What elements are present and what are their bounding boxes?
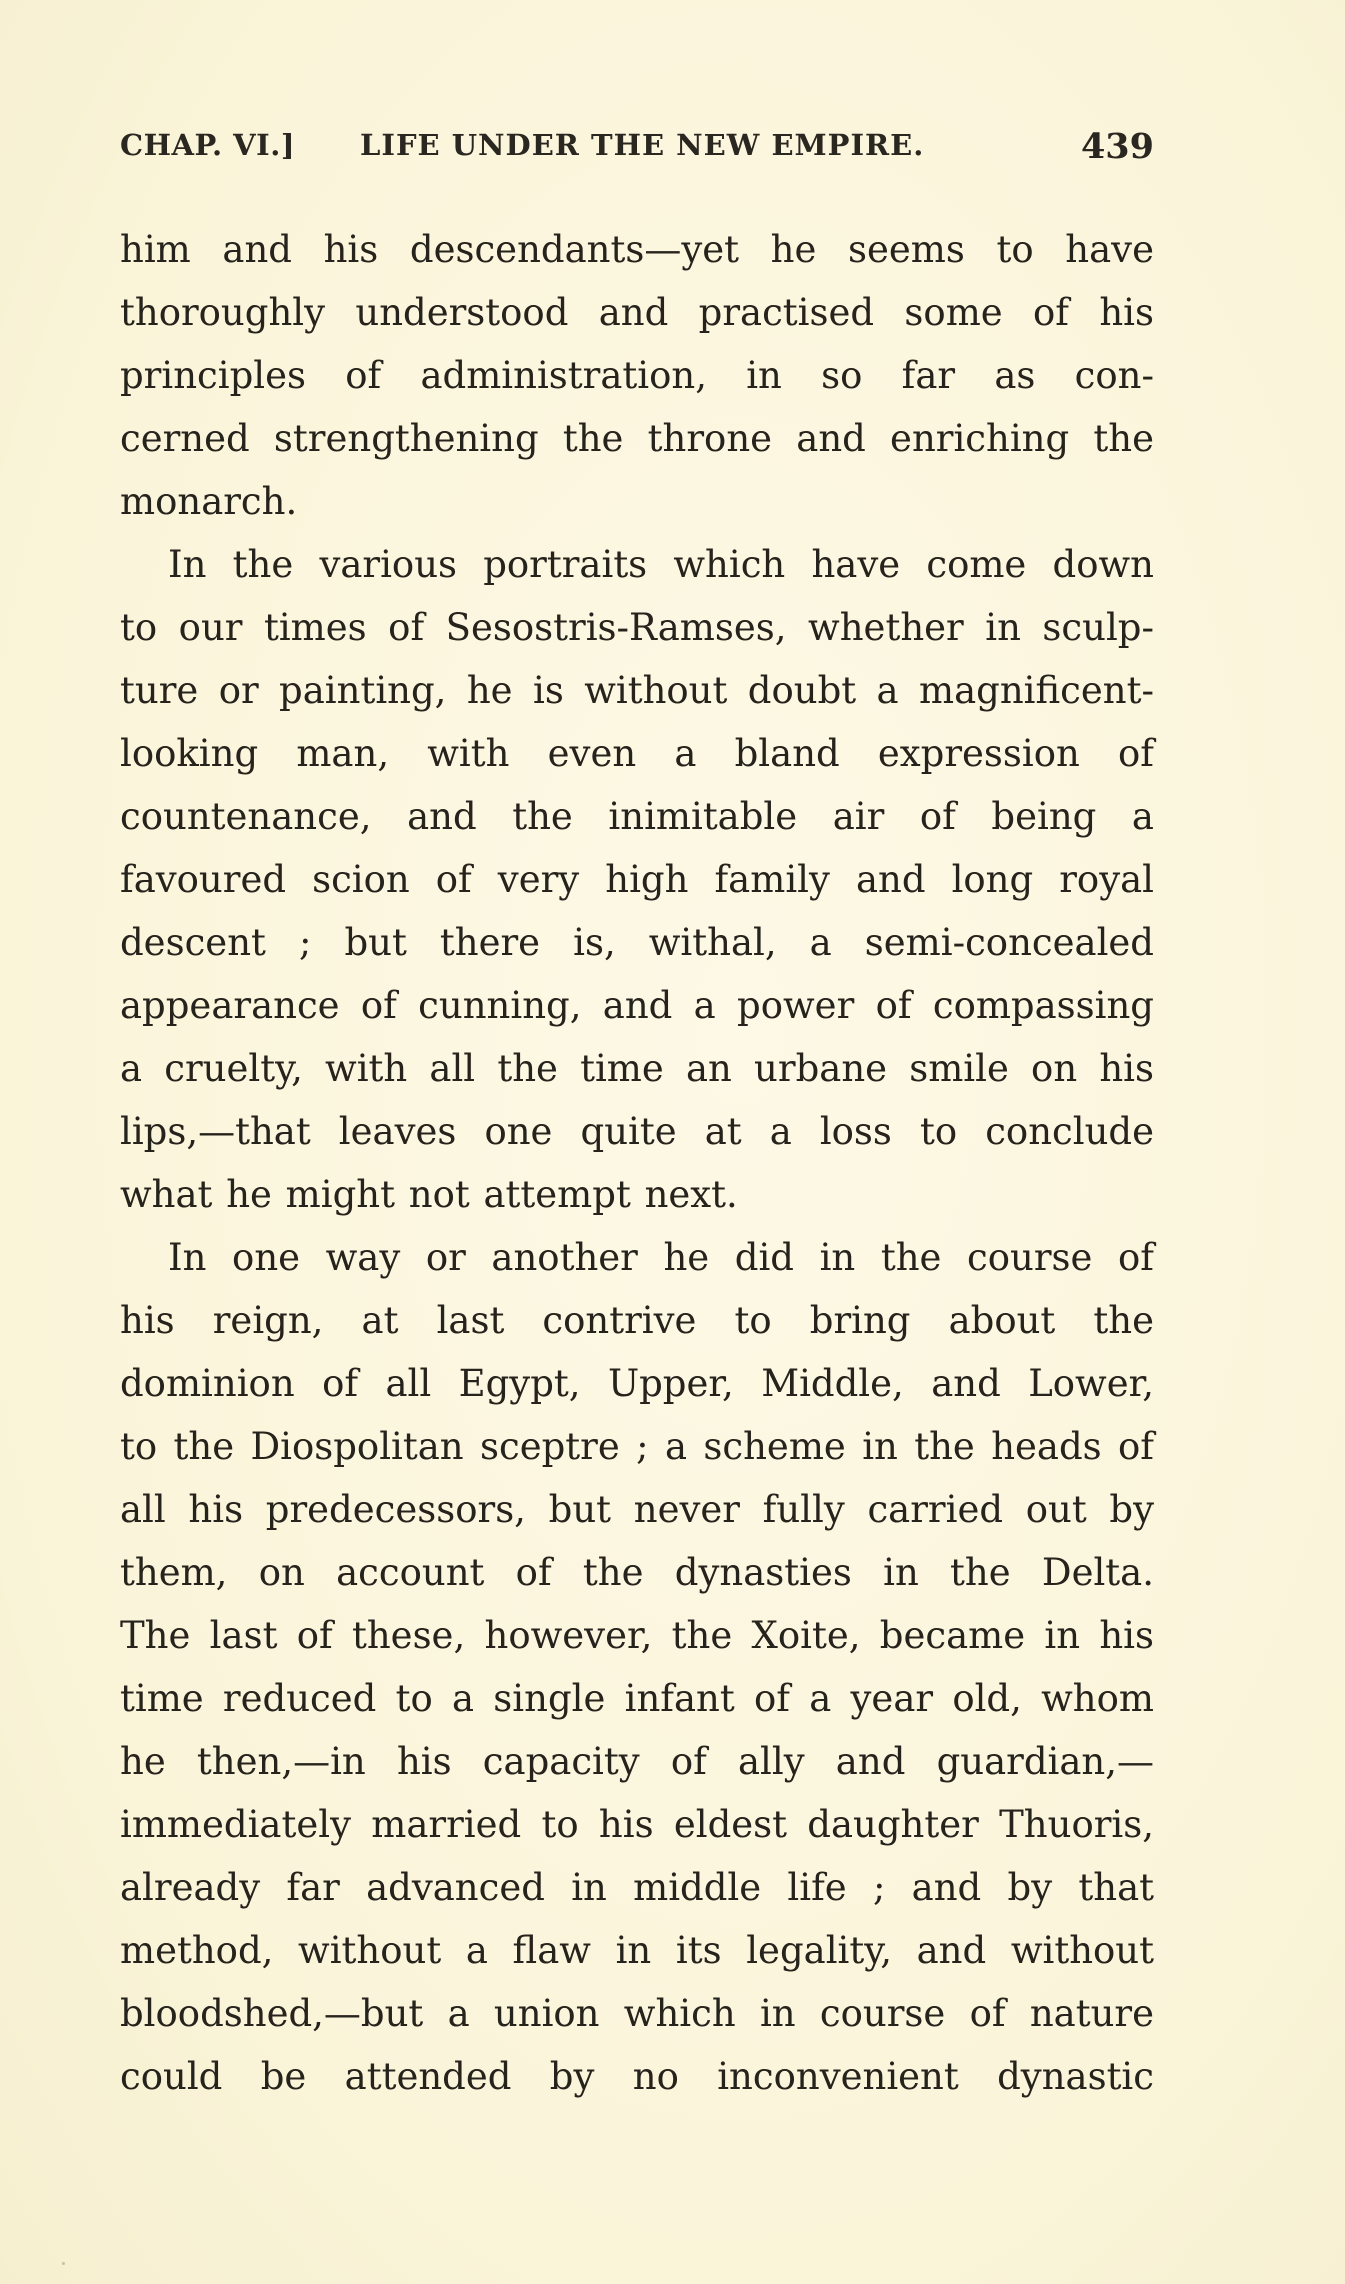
text-line: favoured scion of very high family and long royal [120, 858, 1154, 901]
text-line: to the Diospolitan sceptre ; a scheme in the heads of [120, 1425, 1154, 1468]
text-line: already far advanced in middle life ; and by that [120, 1866, 1154, 1909]
running-title: LIFE UNDER THE NEW EMPIRE. [360, 128, 925, 162]
text-line: them, on account of the dynasties in the Delta. [120, 1551, 1154, 1594]
text-line: could be attended by no inconvenient dynastic [120, 2055, 1154, 2098]
text-line: cerned strengthening the throne and enriching the [120, 417, 1154, 460]
text-line: ture or painting, he is without doubt a magnificent- [120, 669, 1154, 712]
text-line: immediately married to his eldest daughter Thuoris, [120, 1803, 1154, 1846]
text-line: dominion of all Egypt, Upper, Middle, and Lower, [120, 1362, 1154, 1405]
text-line: descent ; but there is, withal, a semi-concealed [120, 921, 1154, 964]
paragraph-start-line: In one way or another he did in the course of [168, 1236, 1154, 1279]
text-line: bloodshed,—but a union which in course of nature [120, 1992, 1154, 2035]
text-line: The last of these, however, the Xoite, became in his [120, 1614, 1154, 1657]
text-line: method, without a flaw in its legality, and without [120, 1929, 1154, 1972]
text-line: looking man, with even a bland expression of [120, 732, 1154, 775]
chapter-label: CHAP. VI.] [120, 128, 296, 162]
text-line: what he might not attempt next. [120, 1173, 738, 1216]
running-head [120, 128, 1154, 178]
text-line: all his predecessors, but never fully carried out by [120, 1488, 1154, 1531]
text-line: thoroughly understood and practised some of his [120, 291, 1154, 334]
text-line: lips,—that leaves one quite at a loss to conclude [120, 1110, 1154, 1153]
text-line: his reign, at last contrive to bring about the [120, 1299, 1154, 1342]
text-line: he then,—in his capacity of ally and guardian,— [120, 1740, 1154, 1783]
paragraph-start-line: In the various portraits which have come down [168, 543, 1154, 586]
text-line: time reduced to a single infant of a year old, whom [120, 1677, 1154, 1720]
text-line: him and his descendants—yet he seems to have [120, 228, 1154, 271]
text-line: countenance, and the inimitable air of being a [120, 795, 1154, 838]
page-number: 439 [1080, 126, 1154, 167]
text-line: appearance of cunning, and a power of compassing [120, 984, 1154, 1027]
paper-speck [62, 2262, 65, 2265]
text-line: principles of administration, in so far as con- [120, 354, 1154, 397]
body-text [120, 218, 1154, 2108]
text-line: to our times of Sesostris-Ramses, whether in sculp- [120, 606, 1154, 649]
text-line: monarch. [120, 480, 298, 523]
text-line: a cruelty, with all the time an urbane smile on his [120, 1047, 1154, 1090]
